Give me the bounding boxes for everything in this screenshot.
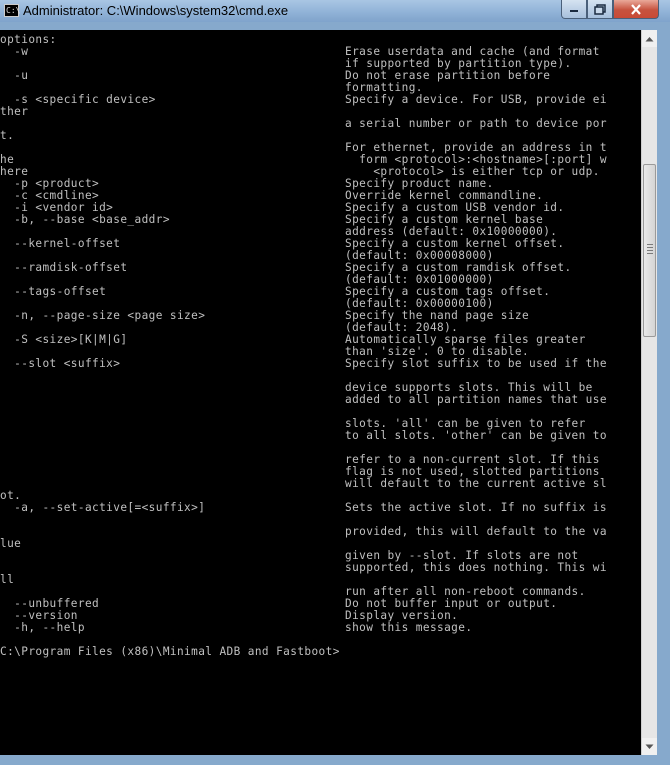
console-line-option: --version [0,609,78,622]
close-button[interactable] [613,0,659,19]
console-line-description: Specify a custom kernel offset. [345,237,565,250]
console-line-option: -b, --base <base_addr> [0,213,170,226]
console-line-description: than 'size'. 0 to disable. [345,345,530,358]
console-line-description: (default: 2048). [345,321,459,334]
console-line-description: if supported by partition type). [345,57,572,70]
console-line-option: -i <vendor id> [0,201,114,214]
console-line-description: device supports slots. This will be [345,381,593,394]
console-line-option: -w [0,45,29,58]
scrollbar-thumb[interactable] [643,164,656,337]
console-line-description: slots. 'all' can be given to refer [345,417,586,430]
console-line-description: run after all non-reboot commands. [345,585,586,598]
console-line-option: -S <size>[K|M|G] [0,333,128,346]
console-line-description: a serial number or path to device por [345,117,607,130]
console-line-option: --tags-offset [0,285,107,298]
console-line-description: Specify a custom kernel base [345,213,544,226]
vertical-scrollbar[interactable] [641,30,657,755]
console-line-option: ot. [0,489,22,502]
maximize-button[interactable] [587,0,613,19]
console-line-option: lue [0,537,22,550]
console-line-option: -s <specific device> [0,93,156,106]
console-line-option: ll [0,573,15,586]
console-line-option: here [0,165,29,178]
console-line-description: Specify the nand page size [345,309,530,322]
console-line-description: (default: 0x00008000) [345,249,494,262]
console-line-option: -u [0,69,29,82]
console-line-description: given by --slot. If slots are not [345,549,579,562]
console-line-description: Automatically sparse files greater [345,333,586,346]
console-line-option: ther [0,105,29,118]
maximize-icon [594,4,606,15]
close-icon [630,4,642,15]
console-line-option: -c <cmdline> [0,189,100,202]
window-title: Administrator: C:\Windows\system32\cmd.exe [23,3,289,18]
console-line-description: Specify slot suffix to be used if the [345,357,607,370]
console-line-description: Do not buffer input or output. [345,597,558,610]
console-line-description: refer to a non-current slot. If this [345,453,600,466]
console-line-description: show this message. [345,621,473,634]
console-line-description: added to all partition names that use [345,393,607,406]
console-line-option: --slot <suffix> [0,357,121,370]
console-line-description: Specify a device. For USB, provide ei [345,93,607,106]
console-line-description: Specify a custom tags offset. [345,285,551,298]
console-line-option: -p <product> [0,177,100,190]
console-line-description: Specify a custom ramdisk offset. [345,261,572,274]
console-line-description: (default: 0x01000000) [345,273,494,286]
console-line-description: (default: 0x00000100) [345,297,494,310]
console-line-description: Display version. [345,609,459,622]
scroll-up-button[interactable] [642,30,657,47]
console-line-option: he [0,153,15,166]
cmd-icon[interactable]: C:\ [6,6,21,15]
scroll-down-button[interactable] [642,738,657,755]
console-line-description: formatting. [345,81,423,94]
scroll-down-arrow-icon [645,744,654,750]
console-line-option: t. [0,129,15,142]
console-line-option: --ramdisk-offset [0,261,128,274]
console-line-description: <protocol> is either tcp or udp. [345,165,600,178]
console-line-option: -h, --help [0,621,85,634]
console-line-option: --unbuffered [0,597,100,610]
console-line-option: options: [0,33,57,46]
console-line-option: -a, --set-active[=<suffix>] [0,501,206,514]
console-line-description: Do not erase partition before [345,69,551,82]
console-line-description: Specify product name. [345,177,494,190]
console-line-description: flag is not used, slotted partitions [345,465,600,478]
console-line-description: Specify a custom USB vendor id. [345,201,565,214]
console-line-description: supported, this does nothing. This wi [345,561,607,574]
console-line-description: will default to the current active sl [345,477,607,490]
console-line-description: form <protocol>:<hostname>[:port] w [345,153,607,166]
console-line-option: --kernel-offset [0,237,121,250]
minimize-icon [569,5,579,13]
console-line-description: Erase userdata and cache (and format [345,45,600,58]
console-output[interactable] [0,30,641,755]
prompt-text: C:\Program Files (x86)\Minimal ADB and Fastboot> [0,645,340,658]
minimize-button[interactable] [561,0,587,19]
console-line-option: -n, --page-size <page size> [0,309,206,322]
console-line-description: Override kernel commandline. [345,189,544,202]
console-line-description: to all slots. 'other' can be given to [345,429,607,442]
console-line-description: For ethernet, provide an address in t [345,141,607,154]
console-line-description: provided, this will default to the va [345,525,607,538]
console-line-description: Sets the active slot. If no suffix is [345,501,607,514]
scroll-up-arrow-icon [645,36,654,42]
title-bar[interactable] [0,0,670,22]
window-frame-bottom [0,755,670,765]
window-frame-right [657,22,670,765]
console-line-description: address (default: 0x10000000). [345,225,558,238]
